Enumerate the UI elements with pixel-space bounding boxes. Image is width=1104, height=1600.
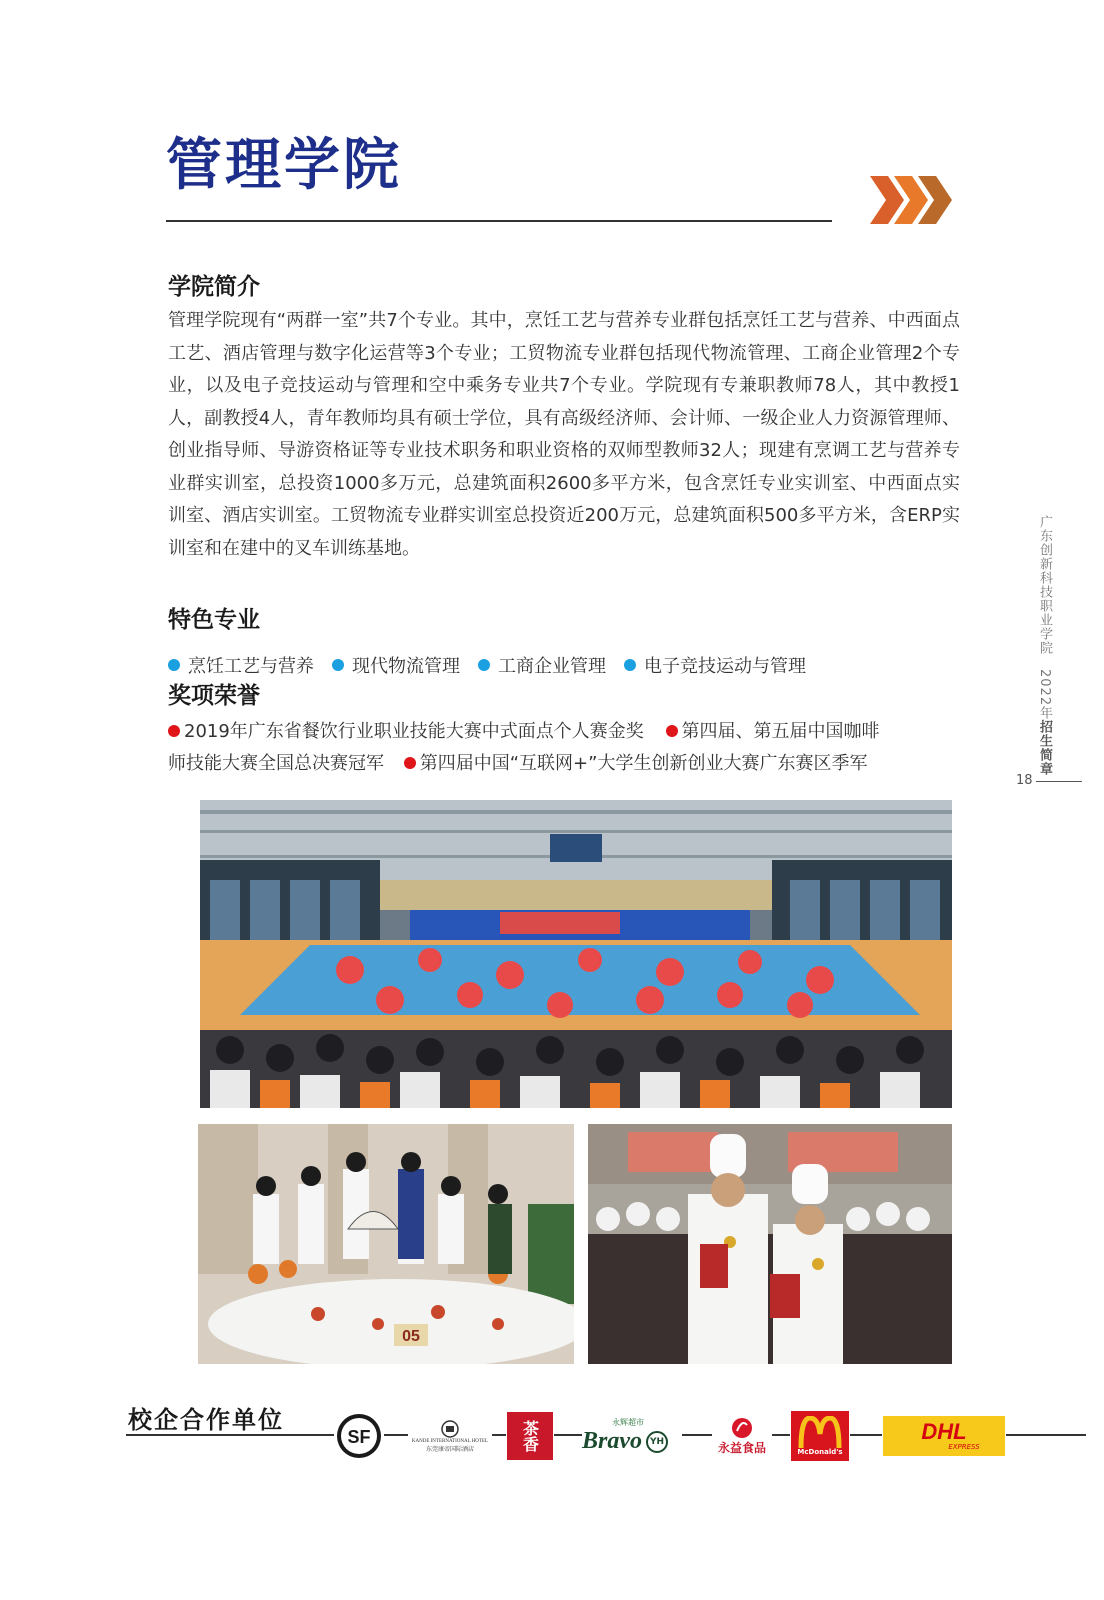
bravo-logo-subtext: 永辉超市 bbox=[612, 1418, 644, 1427]
feature-label: 工商企业管理 bbox=[498, 656, 606, 677]
pastry-team-photo bbox=[198, 1124, 574, 1364]
award-item bbox=[404, 753, 868, 774]
intro-heading: 学院简介 bbox=[168, 274, 260, 300]
dhl-logo-text: DHL bbox=[921, 1419, 967, 1444]
restaurant-seal-logo bbox=[506, 1408, 554, 1464]
bullet-dot-icon bbox=[168, 725, 180, 737]
bullet-dot-icon bbox=[624, 659, 636, 671]
kande-logo-subtext: 东莞康帝国际酒店 bbox=[425, 1446, 474, 1453]
yongyi-logo-text: 永益食品 bbox=[717, 1440, 766, 1455]
bullet-dot-icon bbox=[168, 659, 180, 671]
bullet-dot-icon bbox=[478, 659, 490, 671]
features-heading: 特色专业 bbox=[168, 607, 260, 633]
page-number-rule bbox=[1036, 781, 1082, 782]
yongyi-food-logo bbox=[712, 1408, 772, 1464]
page-number: 18 bbox=[1016, 773, 1033, 788]
yh-badge-icon: YH bbox=[646, 1431, 668, 1453]
dhl-logo-subtext: EXPRESS bbox=[948, 1443, 980, 1451]
feature-item bbox=[332, 652, 460, 678]
kande-hotel-logo bbox=[408, 1408, 492, 1464]
bullet-dot-icon bbox=[404, 757, 416, 769]
award-label-part1: 第四届、第五届中国咖啡 bbox=[681, 721, 880, 742]
mcdonalds-logo-text: McDonald's bbox=[797, 1448, 843, 1456]
title-underline bbox=[166, 220, 832, 222]
bravo-logo-text: Bravo bbox=[582, 1428, 642, 1454]
school-name: 广东创新科技职业学院 bbox=[1037, 515, 1052, 655]
feature-item bbox=[478, 652, 606, 678]
award-label-part2: 师技能大赛全国总决赛冠军 bbox=[168, 753, 384, 774]
feature-label: 现代物流管理 bbox=[352, 656, 460, 677]
feature-item bbox=[624, 652, 806, 678]
side-caption bbox=[1032, 515, 1052, 776]
mcdonalds-logo bbox=[790, 1408, 850, 1464]
award-item bbox=[168, 721, 644, 742]
award-label: 第四届中国“互联网+”大学生创新创业大赛广东赛区季军 bbox=[419, 753, 868, 774]
gymnasium-event-photo bbox=[200, 800, 952, 1108]
award-label: 2019年广东省餐饮行业职业技能大赛中式面点个人赛金奖 bbox=[184, 721, 644, 742]
kande-logo-text: KANDE INTERNATIONAL HOTEL bbox=[411, 1439, 489, 1444]
awards-list bbox=[168, 716, 968, 780]
award-winners-photo bbox=[588, 1124, 952, 1364]
feature-item bbox=[168, 652, 314, 678]
intro-text: 管理学院现有“两群一室”共7个专业。其中，烹饪工艺与营养专业群包括烹饪工艺与营养、中西面点工艺、酒店管理与数字化运营等3个专业；工贸物流专业群包括现代物流管理、工商企业管理2个专业，以及电子竞技运动与管理和空中乘务专业共7个专业。学院现有专兼职教师78人，其中教授1人，副教授4人，青年教师均具有硕士学位，具有高级经济师、会计师、一级企业人力资源管理师、创业指导师、导游资格证等专业技术职务和职业资格的双师型教师32人；现建有烹调工艺与营养专业群实训室，总投资1000多万元，总建筑面积2600多平方米，包含烹饪专业实训室、中西面点实训室、酒店实训室。工贸物流专业群实训室总投资近200万元，总建筑面积500多平方米，含ERP实训室和在建中的叉车训练基地。 bbox=[168, 310, 960, 559]
bullet-dot-icon bbox=[332, 659, 344, 671]
features-list bbox=[168, 652, 806, 678]
dhl-logo bbox=[882, 1408, 1006, 1464]
feature-label: 电子竞技运动与管理 bbox=[644, 656, 806, 677]
bullet-dot-icon bbox=[666, 725, 678, 737]
brochure-year: 2022年 bbox=[1037, 669, 1052, 721]
table-number-label: 05 bbox=[402, 1328, 420, 1345]
partners-heading: 校企合作单位 bbox=[128, 1406, 284, 1434]
page-title: 管理学院 bbox=[166, 133, 402, 198]
awards-heading: 奖项荣誉 bbox=[168, 683, 260, 709]
sf-logo-text: SF bbox=[347, 1427, 371, 1447]
bravo-yh-logo bbox=[582, 1408, 682, 1464]
sf-express-logo bbox=[334, 1408, 384, 1464]
chevron-arrows-icon bbox=[870, 176, 954, 224]
seal-logo-text: 茶香 bbox=[507, 1412, 553, 1460]
brochure-name: 招生简章 bbox=[1037, 720, 1052, 777]
award-item bbox=[666, 721, 880, 742]
feature-label: 烹饪工艺与营养 bbox=[188, 656, 314, 677]
